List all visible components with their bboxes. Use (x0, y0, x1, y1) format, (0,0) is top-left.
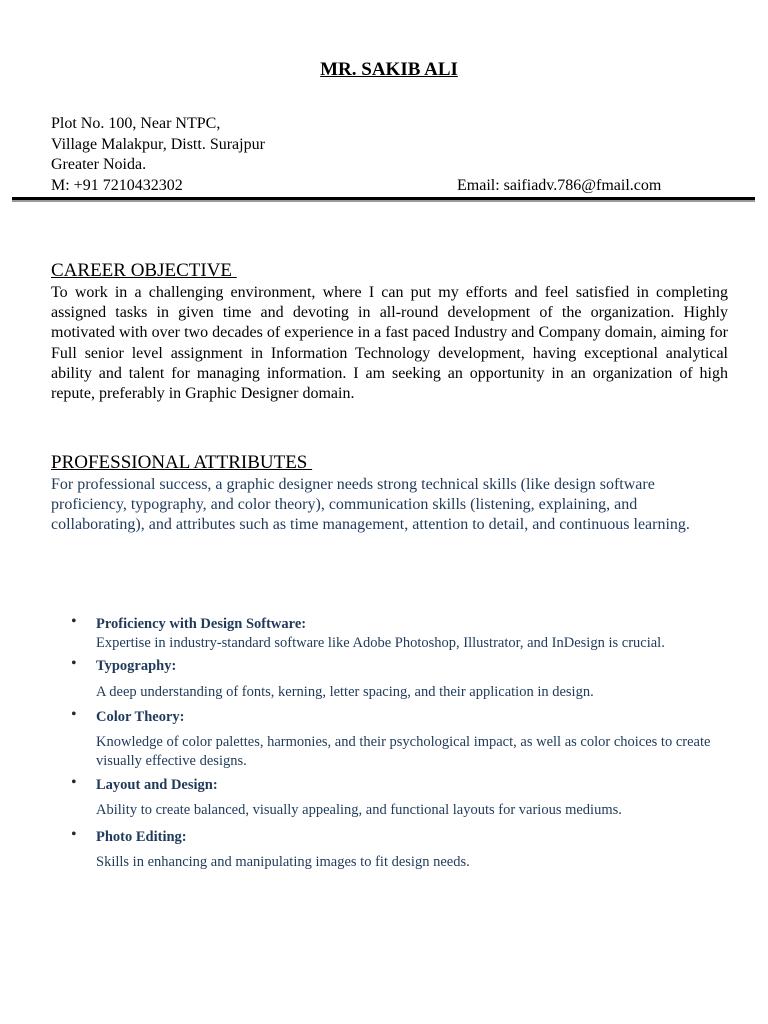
professional-attributes-heading: PROFESSIONAL ATTRIBUTES (51, 452, 313, 473)
attribute-title: Typography: (96, 658, 177, 674)
mobile-number: M: +91 7210432302 (51, 176, 183, 194)
list-item (51, 656, 728, 707)
attributes-list (51, 614, 728, 872)
header-divider-shadow (12, 200, 755, 202)
contact-row (51, 176, 701, 197)
list-item (51, 775, 728, 827)
candidate-name: MR. SAKIB ALI (320, 59, 458, 80)
career-objective-text: To work in a challenging environment, where I can put my efforts and feel satisfied in completing assigned tasks in given time and devoting in all-round development of the organization. Highly motivated with over two decades of experience in a fast paced Industry and Company domain, aiming for Full senior level assignment in Information Technology development, having exceptional analytical ability and talent for managing information. I am seeking an opportunity in an organization of high repute, preferably in Graphic Designer domain. (51, 284, 728, 403)
professional-attributes-intro: For professional success, a graphic designer needs strong technical skills (like design software proficiency, typography, and color theory), communication skills (listening, explaining, and collaborating), and attributes such as time management, attention to detail, and continuous learning. (51, 476, 690, 534)
email-address: Email: saifiadv.786@fmail.com (457, 176, 662, 194)
address-line: Village Malakpur, Distt. Surajpur (51, 135, 265, 153)
address-line: Plot No. 100, Near NTPC, (51, 115, 221, 132)
attribute-title: Color Theory: (96, 709, 185, 725)
attribute-title: Proficiency with Design Software: (96, 616, 307, 632)
attribute-description: Knowledge of color palettes, harmonies, and their psychological impact, as well as color choices to create visually effective designs. (96, 734, 711, 769)
bullet-icon: • (71, 706, 77, 723)
attribute-title: Layout and Design: (96, 777, 218, 793)
attribute-description: Ability to create balanced, visually appealing, and functional layouts for various mediums. (96, 802, 622, 818)
attribute-description: A deep understanding of fonts, kerning, letter spacing, and their application in design. (96, 684, 594, 700)
list-item (51, 707, 728, 775)
attribute-description: Expertise in industry-standard software like Adobe Photoshop, Illustrator, and InDesign is crucial. (96, 635, 665, 651)
list-item (51, 614, 728, 656)
address-line: Greater Noida. (51, 156, 147, 173)
attribute-description: Skills in enhancing and manipulating images to fit design needs. (96, 854, 470, 870)
bullet-icon: • (71, 655, 77, 672)
bullet-icon: • (71, 826, 77, 843)
address-block (51, 114, 701, 196)
list-item (51, 827, 728, 872)
bullet-icon: • (71, 613, 77, 630)
career-objective-heading: CAREER OBJECTIVE (51, 260, 237, 281)
bullet-icon: • (71, 774, 77, 791)
attribute-title: Photo Editing: (96, 829, 187, 845)
